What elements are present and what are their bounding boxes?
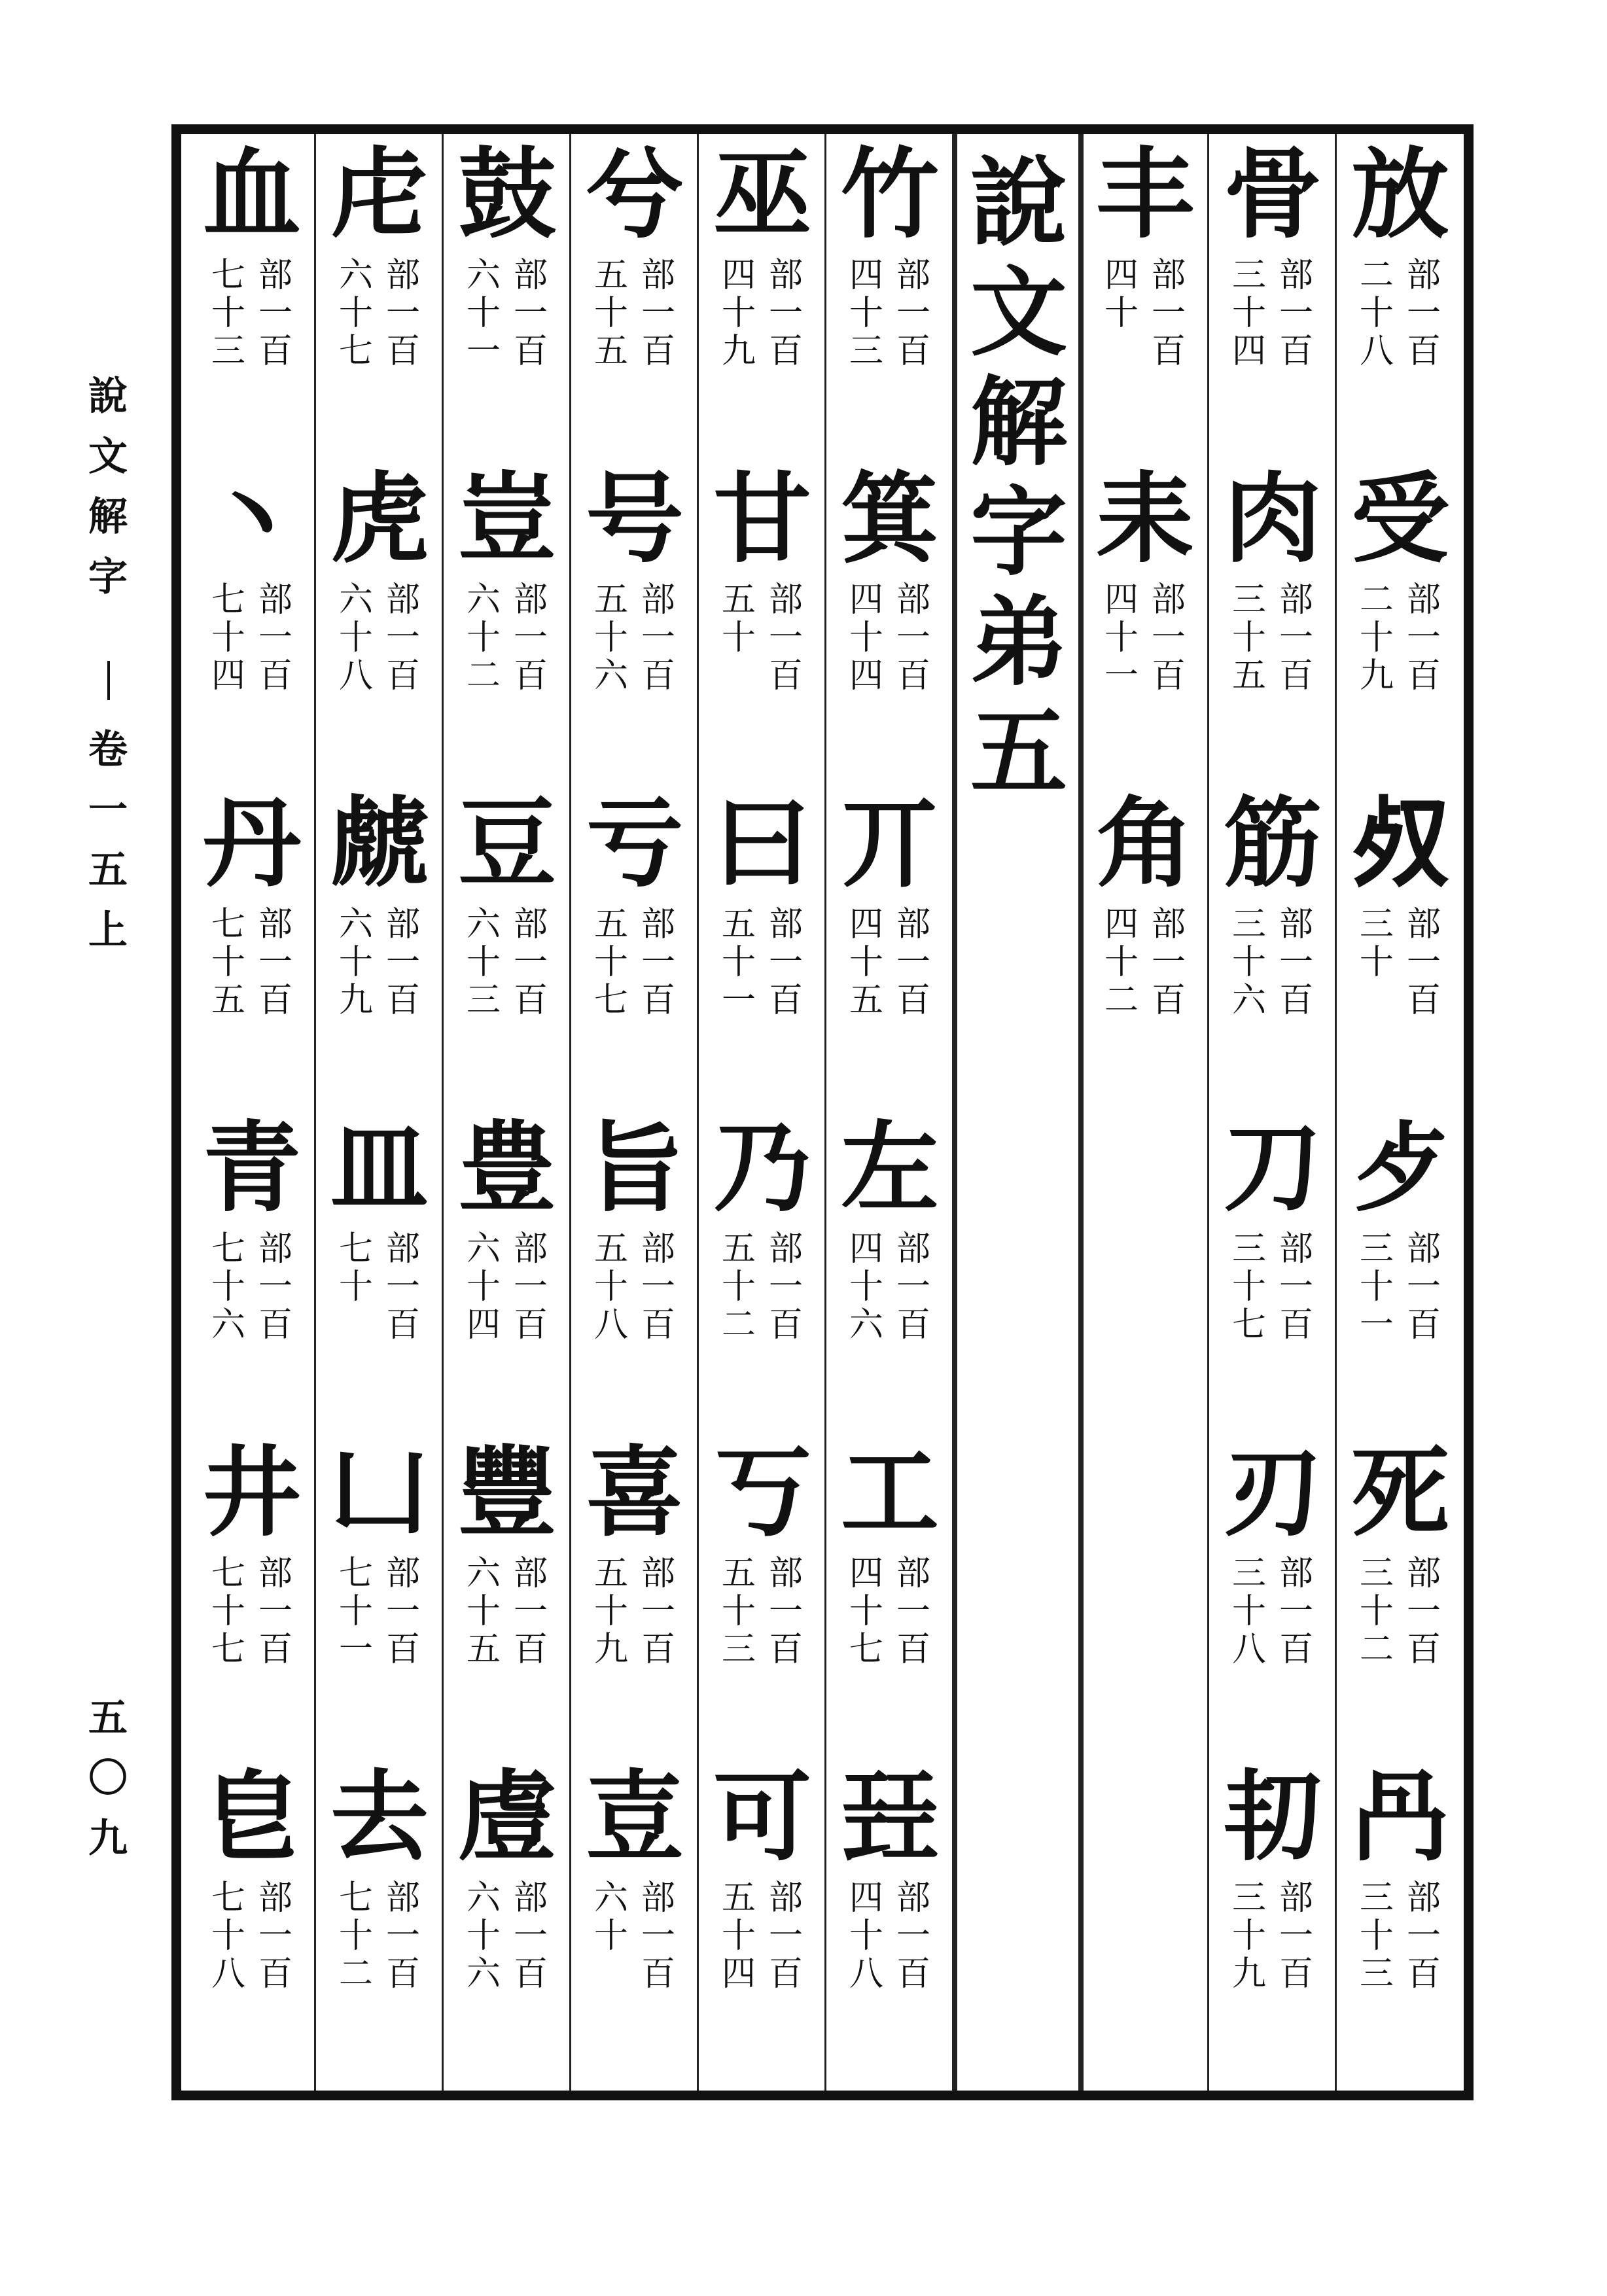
section-number: 五 十 一 bbox=[721, 905, 756, 1020]
section-number: 六 十 四 bbox=[466, 1229, 501, 1345]
radical-column bbox=[698, 134, 826, 2091]
radical-character: 井 bbox=[202, 1435, 301, 1550]
radical-character: 耒 bbox=[1095, 461, 1194, 576]
radical-character: 虎 bbox=[330, 461, 429, 576]
radical-entry bbox=[443, 1435, 571, 1765]
radical-character: 㠭 bbox=[840, 1759, 939, 1875]
radical-character: 甘 bbox=[713, 461, 811, 576]
section-label: 部 一 百 bbox=[1151, 256, 1186, 371]
radical-character: 丹 bbox=[202, 786, 301, 901]
section-number: 七 十 五 bbox=[211, 905, 245, 1020]
radical-entry bbox=[315, 1110, 443, 1440]
section-number: 三 十 六 bbox=[1231, 905, 1266, 1020]
section-label: 部 一 百 bbox=[768, 905, 803, 1020]
section-number: 六 十 九 bbox=[338, 905, 373, 1020]
radical-entry bbox=[188, 1759, 315, 2089]
radical-entry bbox=[1336, 786, 1464, 1116]
radical-character: 𣦼 bbox=[1351, 786, 1449, 901]
section-label: 部 一 百 bbox=[1279, 1879, 1313, 1994]
radical-entry bbox=[1081, 786, 1209, 1116]
radical-column bbox=[1081, 134, 1209, 2091]
radical-entry bbox=[826, 461, 953, 791]
radical-character: 丌 bbox=[840, 786, 939, 901]
radical-entry bbox=[443, 1759, 571, 2089]
section-label: 部 一 百 bbox=[258, 1229, 292, 1345]
radical-character: 刃 bbox=[1223, 1435, 1322, 1550]
radical-character: 骨 bbox=[1223, 137, 1322, 252]
section-number: 六 十 七 bbox=[338, 256, 373, 371]
section-label: 部 一 百 bbox=[1151, 580, 1186, 696]
section-number: 五 十 bbox=[721, 580, 756, 658]
radical-character: 左 bbox=[840, 1110, 939, 1226]
radical-entry bbox=[1209, 137, 1336, 467]
radical-entry bbox=[1336, 461, 1464, 791]
section-number: 六 十 八 bbox=[338, 580, 373, 696]
radical-character: 角 bbox=[1095, 786, 1194, 901]
section-label: 部 一 百 bbox=[641, 905, 675, 1020]
section-label: 部 一 百 bbox=[385, 256, 420, 371]
radical-character: 丂 bbox=[713, 1435, 811, 1550]
section-number: 四 十 三 bbox=[849, 256, 883, 371]
section-number: 四 十 二 bbox=[1104, 905, 1139, 1020]
radical-character: 肉 bbox=[1223, 461, 1322, 576]
section-label: 部 一 百 bbox=[768, 256, 803, 371]
radical-entry bbox=[826, 137, 953, 467]
radical-entry bbox=[698, 1435, 826, 1765]
section-label: 部 一 百 bbox=[1279, 1229, 1313, 1345]
radical-entry bbox=[443, 461, 571, 791]
section-label: 部 一 百 bbox=[1406, 905, 1441, 1020]
radical-entry bbox=[188, 1110, 315, 1440]
margin-divider bbox=[107, 661, 110, 700]
section-label: 部 一 百 bbox=[896, 905, 930, 1020]
section-label: 部 一 百 bbox=[1279, 1554, 1313, 1669]
section-number: 六 十 一 bbox=[466, 256, 501, 371]
section-label: 部 一 百 bbox=[258, 1554, 292, 1669]
radical-character: 皀 bbox=[202, 1759, 301, 1875]
section-label: 部 一 百 bbox=[513, 256, 548, 371]
section-number: 三 十 四 bbox=[1231, 256, 1266, 371]
radical-character: 曰 bbox=[713, 786, 811, 901]
section-label: 部 一 百 bbox=[513, 1879, 548, 1994]
section-label: 部 一 百 bbox=[896, 1554, 930, 1669]
text-frame bbox=[171, 124, 1474, 2100]
section-number: 四 十 八 bbox=[849, 1879, 883, 1994]
section-number: 五 十 二 bbox=[721, 1229, 756, 1345]
radical-character: 皿 bbox=[330, 1110, 429, 1226]
section-label: 部 一 百 bbox=[768, 1554, 803, 1669]
radical-character: 凵 bbox=[330, 1435, 429, 1550]
radical-character: 可 bbox=[713, 1759, 811, 1875]
section-label: 部 一 百 bbox=[896, 1229, 930, 1345]
radical-column bbox=[1336, 134, 1464, 2091]
radical-character: 兮 bbox=[585, 137, 684, 252]
radical-character: 工 bbox=[840, 1435, 939, 1550]
section-number: 五 十 三 bbox=[721, 1554, 756, 1669]
radical-character: 豆 bbox=[457, 786, 556, 901]
radical-entry bbox=[1209, 1435, 1336, 1765]
radical-entry bbox=[1081, 461, 1209, 791]
section-number: 五 十 五 bbox=[593, 256, 628, 371]
section-number: 四 十 bbox=[1104, 256, 1139, 333]
radical-entry bbox=[1209, 461, 1336, 791]
radical-entry bbox=[571, 1435, 698, 1765]
section-number: 七 十 bbox=[338, 1229, 373, 1307]
section-label: 部 一 百 bbox=[641, 580, 675, 696]
radical-entry bbox=[315, 461, 443, 791]
radical-column bbox=[443, 134, 571, 2091]
radical-character: 豊 bbox=[457, 1110, 556, 1226]
radical-character: 箕 bbox=[840, 461, 939, 576]
section-number: 七 十 一 bbox=[338, 1554, 373, 1669]
radical-column bbox=[571, 134, 698, 2091]
section-number: 七 十 二 bbox=[338, 1879, 373, 1994]
radical-entry bbox=[188, 1435, 315, 1765]
section-number: 三 十 bbox=[1359, 905, 1394, 982]
section-number: 四 十 一 bbox=[1104, 580, 1139, 696]
section-label: 部 一 百 bbox=[896, 580, 930, 696]
radical-character: 死 bbox=[1351, 1435, 1449, 1550]
radical-entry bbox=[571, 1759, 698, 2089]
running-title: 說 文 解 字 bbox=[88, 374, 128, 600]
section-number: 二 十 九 bbox=[1359, 580, 1394, 696]
radical-character: 青 bbox=[202, 1110, 301, 1226]
page-number: 五 〇 九 bbox=[88, 1695, 128, 1862]
radical-entry bbox=[1336, 1110, 1464, 1440]
section-number: 七 十 六 bbox=[211, 1229, 245, 1345]
section-label: 部 一 百 bbox=[258, 905, 292, 1020]
section-label: 部 一 百 bbox=[513, 1554, 548, 1669]
section-number: 七 十 四 bbox=[211, 580, 245, 696]
chapter-heading: 說 文 解 字 弟 五 bbox=[970, 145, 1067, 809]
radical-entry bbox=[826, 1110, 953, 1440]
radical-entry bbox=[315, 137, 443, 467]
radical-character: 放 bbox=[1351, 137, 1449, 252]
radical-entry bbox=[315, 786, 443, 1116]
radical-character: 丰 bbox=[1095, 137, 1194, 252]
section-number: 六 十 六 bbox=[466, 1879, 501, 1994]
radical-character: 豐 bbox=[457, 1435, 556, 1550]
radical-character: 歺 bbox=[1351, 1110, 1449, 1226]
section-number: 六 十 五 bbox=[466, 1554, 501, 1669]
radical-entry bbox=[1336, 137, 1464, 467]
page-margin bbox=[72, 353, 144, 1924]
radical-character: 㓞 bbox=[1223, 1759, 1322, 1875]
section-label: 部 一 百 bbox=[258, 1879, 292, 1994]
radical-entry bbox=[571, 1110, 698, 1440]
section-label: 部 一 百 bbox=[385, 1879, 420, 1994]
section-number: 四 十 七 bbox=[849, 1554, 883, 1669]
section-label: 部 一 百 bbox=[513, 905, 548, 1020]
radical-column bbox=[315, 134, 443, 2091]
section-label: 部 一 百 bbox=[513, 1229, 548, 1345]
section-number: 七 十 三 bbox=[211, 256, 245, 371]
section-number: 三 十 七 bbox=[1231, 1229, 1266, 1345]
section-number: 三 十 一 bbox=[1359, 1229, 1394, 1345]
section-number: 六 十 bbox=[593, 1879, 628, 1956]
section-label: 部 一 百 bbox=[385, 1229, 420, 1345]
section-label: 部 一 百 bbox=[641, 1229, 675, 1345]
section-label: 部 一 百 bbox=[1406, 1554, 1441, 1669]
radical-entry bbox=[698, 1759, 826, 2089]
radical-entry bbox=[826, 1759, 953, 2089]
section-number: 五 十 四 bbox=[721, 1879, 756, 1994]
section-label: 部 一 百 bbox=[385, 1554, 420, 1669]
section-number: 六 十 三 bbox=[466, 905, 501, 1020]
radical-entry bbox=[1336, 1435, 1464, 1765]
section-label: 部 一 百 bbox=[1406, 1229, 1441, 1345]
section-number: 三 十 八 bbox=[1231, 1554, 1266, 1669]
radical-character: 冎 bbox=[1351, 1759, 1449, 1875]
radical-entry bbox=[188, 137, 315, 467]
radical-character: 丶 bbox=[202, 461, 301, 576]
section-number: 五 十 九 bbox=[593, 1554, 628, 1669]
radical-entry bbox=[188, 786, 315, 1116]
heading-column bbox=[953, 134, 1081, 2091]
section-label: 部 一 百 bbox=[896, 256, 930, 371]
radical-entry bbox=[1336, 1759, 1464, 2089]
radical-character: 巫 bbox=[713, 137, 811, 252]
radical-entry bbox=[571, 137, 698, 467]
radical-character: 筋 bbox=[1223, 786, 1322, 901]
section-label: 部 一 百 bbox=[641, 1554, 675, 1669]
section-label: 部 一 百 bbox=[768, 1229, 803, 1345]
section-number: 七 十 八 bbox=[211, 1879, 245, 1994]
radical-entry bbox=[1209, 1759, 1336, 2089]
radical-entry bbox=[698, 137, 826, 467]
section-number: 七 十 七 bbox=[211, 1554, 245, 1669]
section-number: 三 十 二 bbox=[1359, 1554, 1394, 1669]
radical-entry bbox=[826, 1435, 953, 1765]
radical-character: 刀 bbox=[1223, 1110, 1322, 1226]
section-label: 部 一 百 bbox=[1279, 905, 1313, 1020]
radical-entry bbox=[443, 1110, 571, 1440]
radical-character: 去 bbox=[330, 1759, 429, 1875]
radical-entry bbox=[698, 1110, 826, 1440]
radical-entry bbox=[188, 461, 315, 791]
section-number: 六 十 二 bbox=[466, 580, 501, 696]
radical-entry bbox=[1209, 1110, 1336, 1440]
section-number: 三 十 三 bbox=[1359, 1879, 1394, 1994]
section-label: 部 一 百 bbox=[1406, 1879, 1441, 1994]
section-label: 部 一 百 bbox=[513, 580, 548, 696]
section-label: 部 一 百 bbox=[258, 580, 292, 696]
radical-character: 鼓 bbox=[457, 137, 556, 252]
radical-entry bbox=[315, 1759, 443, 2089]
radical-character: 号 bbox=[585, 461, 684, 576]
radical-character: 血 bbox=[202, 137, 301, 252]
section-label: 部 一 百 bbox=[258, 256, 292, 371]
section-label: 部 一 百 bbox=[768, 1879, 803, 1994]
radical-character: 䖒 bbox=[457, 1759, 556, 1875]
radical-character: 乃 bbox=[713, 1110, 811, 1226]
radical-character: 虍 bbox=[330, 137, 429, 252]
radical-character: 亏 bbox=[585, 786, 684, 901]
section-number: 四 十 九 bbox=[721, 256, 756, 371]
radical-column bbox=[1209, 134, 1336, 2091]
radical-entry bbox=[698, 786, 826, 1116]
section-label: 部 一 百 bbox=[1406, 580, 1441, 696]
section-number: 四 十 四 bbox=[849, 580, 883, 696]
radical-character: 壴 bbox=[585, 1759, 684, 1875]
section-label: 部 一 百 bbox=[1279, 580, 1313, 696]
radical-column bbox=[188, 134, 315, 2091]
radical-column bbox=[826, 134, 953, 2091]
section-label: 部 一 百 bbox=[1279, 256, 1313, 371]
section-number: 五 十 八 bbox=[593, 1229, 628, 1345]
section-number: 三 十 九 bbox=[1231, 1879, 1266, 1994]
radical-entry bbox=[571, 786, 698, 1116]
section-label: 部 一 百 bbox=[385, 905, 420, 1020]
section-number: 四 十 五 bbox=[849, 905, 883, 1020]
section-label: 部 一 百 bbox=[896, 1879, 930, 1994]
radical-character: 豈 bbox=[457, 461, 556, 576]
section-number: 二 十 八 bbox=[1359, 256, 1394, 371]
section-number: 五 十 六 bbox=[593, 580, 628, 696]
radical-character: 喜 bbox=[585, 1435, 684, 1550]
radical-character: 旨 bbox=[585, 1110, 684, 1226]
radical-entry bbox=[826, 786, 953, 1116]
section-label: 部 一 百 bbox=[768, 580, 803, 696]
section-label: 部 一 百 bbox=[641, 1879, 675, 1994]
section-number: 四 十 六 bbox=[849, 1229, 883, 1345]
radical-entry bbox=[315, 1435, 443, 1765]
radical-entry bbox=[1209, 786, 1336, 1116]
section-number: 三 十 五 bbox=[1231, 580, 1266, 696]
radical-entry bbox=[698, 461, 826, 791]
section-number: 五 十 七 bbox=[593, 905, 628, 1020]
section-label: 部 一 百 bbox=[641, 256, 675, 371]
radical-entry bbox=[571, 461, 698, 791]
radical-character: 受 bbox=[1351, 461, 1449, 576]
section-label: 部 一 百 bbox=[1406, 256, 1441, 371]
radical-entry bbox=[443, 786, 571, 1116]
volume-label: 卷 一 五 上 bbox=[88, 727, 128, 953]
radical-entry bbox=[443, 137, 571, 467]
section-label: 部 一 百 bbox=[385, 580, 420, 696]
radical-character: 竹 bbox=[840, 137, 939, 252]
radical-entry bbox=[1081, 137, 1209, 467]
section-label: 部 一 百 bbox=[1151, 905, 1186, 1020]
radical-character: 虤 bbox=[330, 786, 429, 901]
